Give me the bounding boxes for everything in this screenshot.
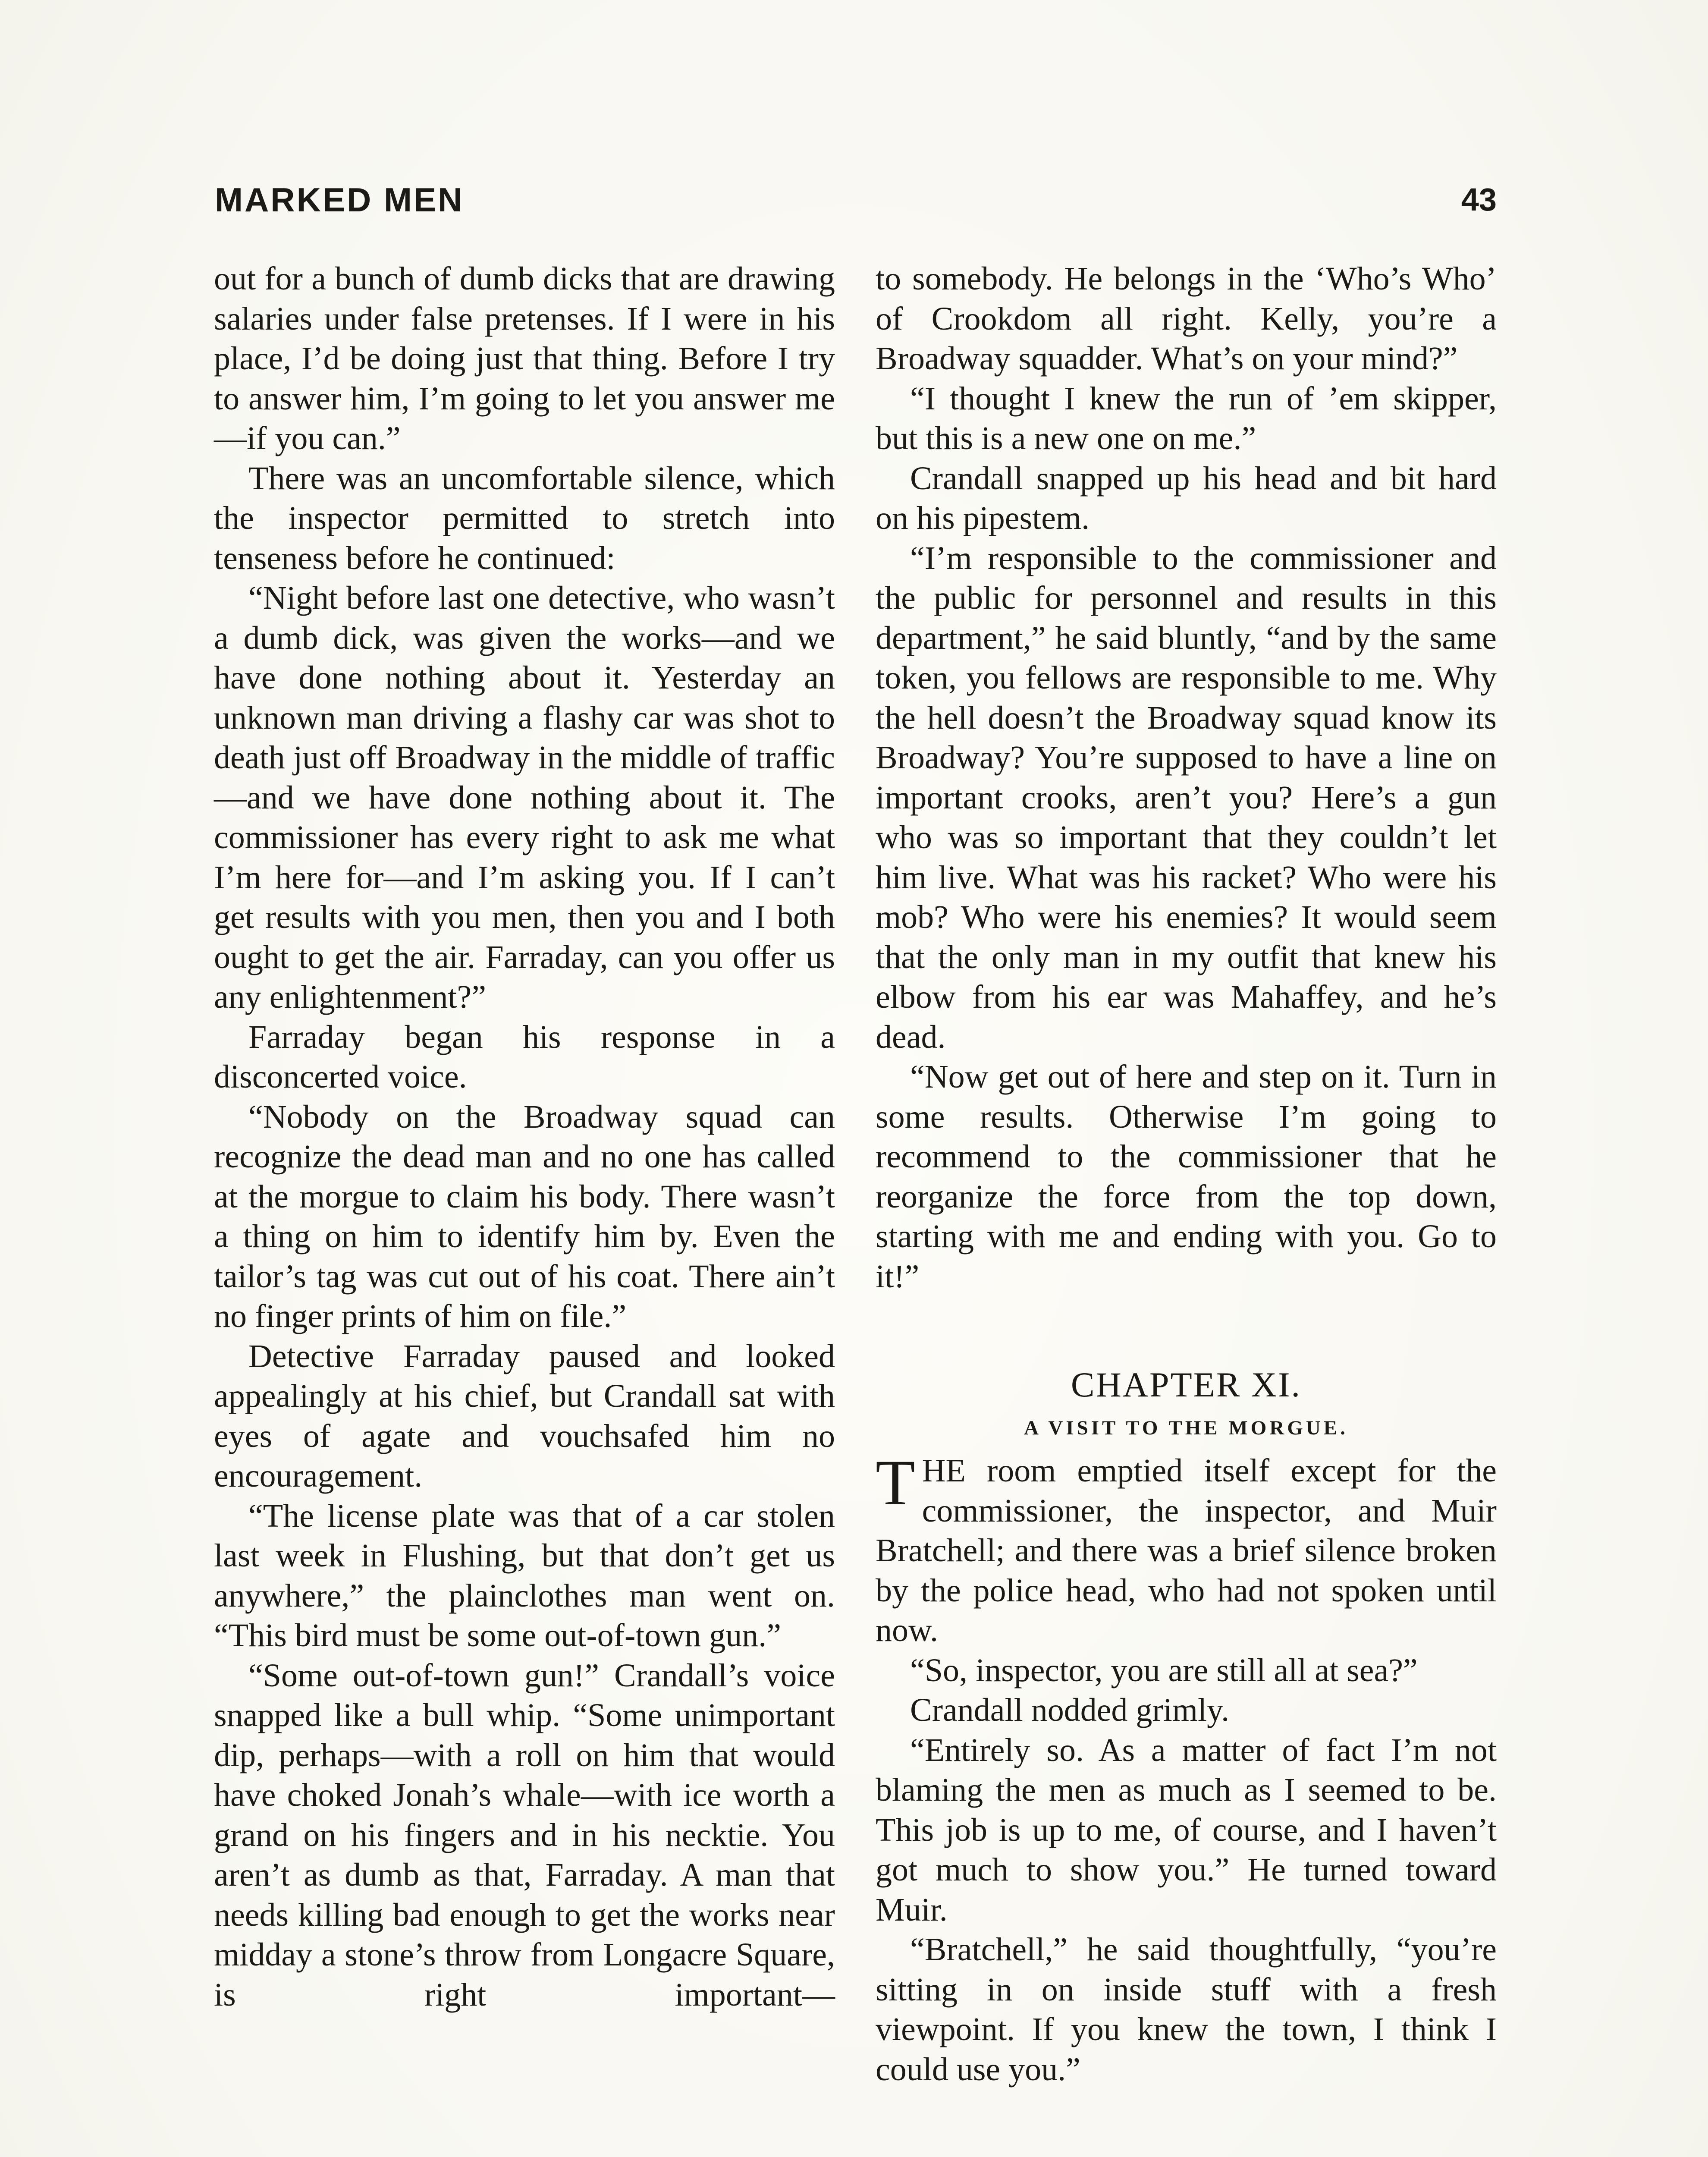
paragraph: “I’m responsible to the commissioner and the public for personnel and results in this department,” he said bluntly, “and by the same token, you fellows are responsible to me. Why the hell doesn’t the Broadway squad know its Broadway? You’re supposed to have a line on important crooks, aren’t you? Here’s a gun who was so important that they couldn’t let him live. What was his racket? Who were his mob? Who were his enemies? It would seem that the only man in my outfit that knew his elbow from his ear was Mahaffey, and he’s dead. bbox=[876, 540, 1497, 1055]
drop-cap: T bbox=[876, 1447, 915, 1519]
paragraph: “Entirely so. As a matter of fact I’m not blaming the men as much as I seemed to be. This job is up to me, of course, and I haven’t got much to show you.” He turned toward Muir. bbox=[876, 1732, 1497, 1928]
paragraph: Farraday began his response in a disconcerted voice. bbox=[214, 1019, 835, 1095]
paragraph: “Nobody on the Broadway squad can recognize the dead man and no one has called at the morgue to claim his body. There wasn’t a thing on him to identify him by. Even the tailor’s tag was cut out of his coat. There ain’t no finger prints of him on file.” bbox=[214, 1098, 835, 1334]
chapter-opening-text: HE room emptied itself except for the commissioner, the inspector, and Muir Bratchell; and there was a brief silence broken by the police head, who had not spoken until now. bbox=[876, 1453, 1497, 1648]
chapter-opening-paragraph bbox=[876, 1447, 1497, 1651]
running-head bbox=[215, 180, 1497, 228]
paragraph: “I thought I knew the run of ’em skipper, but this is a new one on me.” bbox=[876, 380, 1497, 456]
paragraph: “Night before last one detective, who wasn’t a dumb dick, was given the works—and we have done nothing about it. Yesterday an unknown man driving a flashy car was shot to death just off Broadway in the middle of traffic—and we have done nothing about it. The commissioner has every right to ask me what I’m here for—and I’m asking you. If I can’t get results with you men, then you and I both ought to get the air. Farraday, can you offer us any enlightenment?” bbox=[214, 580, 835, 1015]
page-number: 43 bbox=[1461, 182, 1497, 217]
paragraph: “Now get out of here and step on it. Turn in some results. Otherwise I’m going to recommend to the commissioner that he reorganize the force from the top down, starting with me and ending with you. Go to it!” bbox=[876, 1059, 1497, 1295]
paragraph: to somebody. He belongs in the ‘Who’s Who’ of Crookdom all right. Kelly, you’re a Broadway squadder. What’s on your mind?” bbox=[876, 261, 1497, 377]
paragraph: Crandall nodded grimly. bbox=[910, 1692, 1230, 1728]
paragraph: out for a bunch of dumb dicks that are drawing salaries under false pretenses. If I were in his place, I’d be doing just that thing. Before I try to answer him, I’m going to let you answer me—if you can.” bbox=[214, 261, 835, 456]
paragraph: There was an uncomfortable silence, which the inspector permitted to stretch into tenseness before he continued: bbox=[214, 460, 835, 576]
paragraph: “Bratchell,” he said thoughtfully, “you’re sitting in on inside stuff with a fresh viewpoint. If you knew the town, I think I could use you.” bbox=[876, 1931, 1497, 2088]
paragraph: “So, inspector, you are still all at sea?” bbox=[910, 1652, 1418, 1688]
chapter-subtitle: A VISIT TO THE MORGUE. bbox=[1024, 1417, 1348, 1439]
paragraph: Detective Farraday paused and looked appealingly at his chief, but Crandall sat with eyes of agate and vouchsafed him no encouragement. bbox=[214, 1338, 835, 1494]
paragraph: Crandall snapped up his head and bit hard on his pipestem. bbox=[876, 460, 1497, 536]
paragraph: “The license plate was that of a car stolen last week in Flushing, but that don’t get us anywhere,” the plainclothes man went on. “This bird must be some out-of-town gun.” bbox=[214, 1497, 835, 1654]
left-column bbox=[214, 259, 835, 2015]
right-column bbox=[876, 259, 1497, 2089]
paragraph: “Some out-of-town gun!” Crandall’s voice snapped like a bull whip. “Some unimportant dip, perhaps—with a roll on him that would have choked Jonah’s whale—with ice worth a grand on his fingers and in his necktie. You aren’t as dumb as that, Farraday. A man that needs killing bad enough to get the works near midday a stone’s throw from Longacre Square, is right important— bbox=[214, 1657, 835, 2013]
chapter-title: CHAPTER XI. bbox=[1071, 1365, 1302, 1404]
running-title: MARKED MEN bbox=[215, 181, 464, 219]
